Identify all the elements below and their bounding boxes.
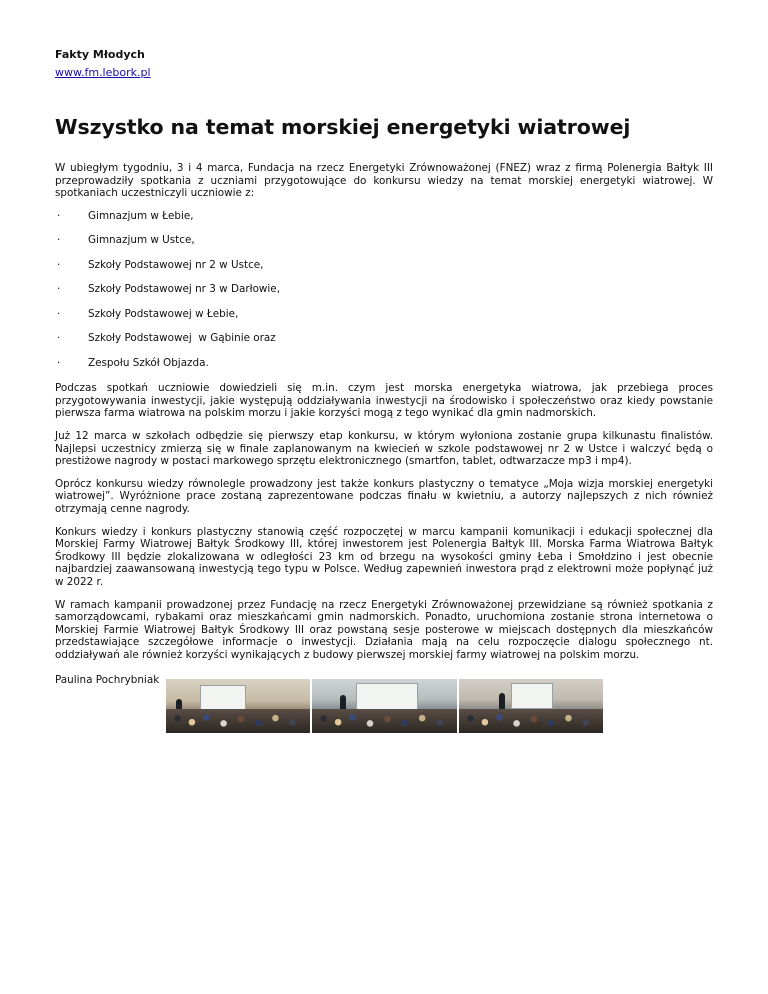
event-photo-3 <box>459 679 603 733</box>
bullet-icon: · <box>57 234 61 247</box>
schools-list <box>55 210 713 382</box>
author-signature: Paulina Pochrybniak <box>55 673 160 686</box>
body-paragraph-4: Konkurs wiedzy i konkurs plastyczny stanowią część rozpoczętej w marcu kampanii komunikacji i edukacji społecznej dla Morskiej Farmy Wiatrowej Bałtyk Środkowy III, której inwestorem jest Polenergia Bałtyk III. Morska Farma Wiatrowa Bałtyk Środkowy III będzie zlokalizowana w odległości 23 km od brzegu na wysokości gminy Łeba i Smołdzino i jest obecnie najbardziej zaawansowaną inwestycją tego typu w Polsce. Według zapewnień inwestora prąd z elektrowni może popłynąć już w 2022 r. <box>55 525 713 588</box>
audience <box>459 709 603 733</box>
bullet-icon: · <box>57 209 61 222</box>
event-photo-1 <box>166 679 310 733</box>
list-item: · Gimnazjum w Ustce, <box>57 234 195 247</box>
photo-strip <box>166 679 603 733</box>
audience <box>312 709 456 733</box>
projector-screen <box>511 683 553 709</box>
audience <box>166 709 310 733</box>
event-photo-2 <box>312 679 456 733</box>
article-title: Wszystko na temat morskiej energetyki wiatrowej <box>55 115 631 139</box>
bullet-icon: · <box>57 258 61 271</box>
body-paragraph-5: W ramach kampanii prowadzonej przez Fundację na rzecz Energetyki Zrównoważonej przewidziane są również spotkania z samorządowcami, rybakami oraz mieszkańcami gmin nadmorskich. Ponadto, uruchomiona zostanie strona internetowa o Morskiej Farmie Wiatrowej Bałtyk Środkowy III oraz powstaną sesje posterowe w miejscach dostępnych dla mieszkańców przedstawiające szczegółowe informacje o inwestycji. Działania mają na celu rozpoczęcie dialogu społecznego nt. oddziaływań ale również korzyści wynikających z budowy pierwszej morskiej farmy wiatrowej na polskim morzu. <box>55 598 713 661</box>
body-paragraph-1: Podczas spotkań uczniowie dowiedzieli się m.in. czym jest morska energetyka wiatrowa, jak przebiega proces przygotowywania inwestycji, jakie występują oddziaływania inwestycji na środowisko i społeczeństwo oraz kiedy powstanie pierwsza farma wiatrowa na polskim morzu i jakie korzyści mogą z tego wynikać dla gmin nadmorskich. <box>55 382 713 420</box>
site-name: Fakty Młodych <box>55 48 145 61</box>
list-item: · Gimnazjum w Łebie, <box>57 209 194 222</box>
bullet-icon: · <box>57 307 61 320</box>
bullet-icon: · <box>57 283 61 296</box>
list-item: · Szkoły Podstawowej w Łebie, <box>57 307 239 320</box>
body-paragraph-3: Oprócz konkursu wiedzy równolegle prowadzony jest także konkurs plastyczny o tematyce „Moja wizja morskiej energetyki wiatrowej”. Wyróżnione prace zostaną zaprezentowane podczas finału w kwietniu, a autorzy najlepszych z nich również otrzymają cenne nagrody. <box>55 477 713 516</box>
list-item: · Szkoły Podstawowej w Gąbinie oraz <box>57 332 276 345</box>
site-url-link[interactable]: www.fm.lebork.pl <box>55 66 151 79</box>
list-item: · Szkoły Podstawowej nr 3 w Darłowie, <box>57 283 281 296</box>
intro-paragraph: W ubiegłym tygodniu, 3 i 4 marca, Fundacja na rzecz Energetyki Zrównoważonej (FNEZ) wraz z firmą Polenergia Bałtyk III przeprowadziły spotkania z uczniami przygotowujące do konkursu wiedzy na temat morskiej energetyki wiatrowej. W spotkaniach uczestniczyli uczniowie z: <box>55 162 713 200</box>
list-item: · Szkoły Podstawowej nr 2 w Ustce, <box>57 258 264 271</box>
body-paragraph-2: Już 12 marca w szkołach odbędzie się pierwszy etap konkursu, w którym wyłoniona zostanie grupa kilkunastu finalistów. Najlepsi uczestnicy zmierzą się w finale zaplanowanym na kwiecień w szkole podstawowej nr 2 w Ustce i walczyć będą o prestiżowe nagrody w postaci markowego sprzętu elektronicznego (smartfon, tablet, odtwarzacze mp3 i mp4). <box>55 430 713 468</box>
document-page <box>55 48 713 686</box>
bullet-icon: · <box>57 332 61 345</box>
bullet-icon: · <box>57 356 61 369</box>
list-item: · Zespołu Szkół Objazda. <box>57 356 209 369</box>
